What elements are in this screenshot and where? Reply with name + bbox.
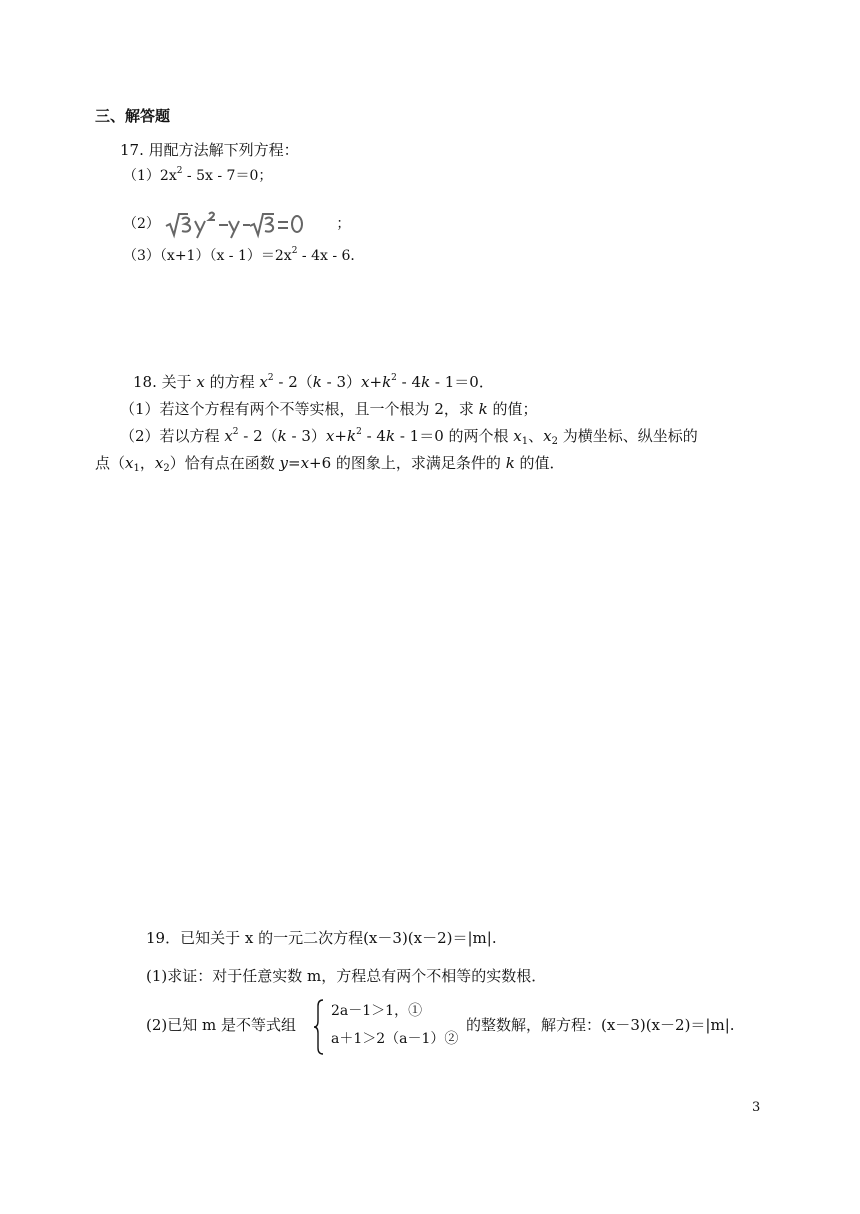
left-brace-icon (313, 998, 325, 1056)
q17-part2-label: （2） (123, 216, 160, 232)
q19-part1: (1)求证：对于任意实数 m，方程总有两个不相等的实数根． (146, 967, 547, 985)
inequality-row-2: a＋1＞2（a－1）② (331, 1031, 459, 1047)
q17-stem: 17. 用配方法解下列方程： (120, 141, 299, 159)
section-title: 三、解答题 (95, 107, 171, 125)
q18-part2-line1: （2）若以方程 $x^2 - 2(k - 3)x+k^2 - 4k - 1=0$ 的两个根 $x_1$、$x_2$ 为横坐标、纵坐标的 (120, 427, 698, 447)
page-number: 3 (752, 1100, 761, 1115)
q18-stem: 18. 关于 x 的方程 $x^2 - 2(k - 3)x+k^2 - 4k - 1=0$． (133, 373, 494, 391)
q17-part3: $(3)(x+1)(x - 1)=2x^2 - 4x - 6$． (123, 246, 365, 264)
inequality-system (313, 998, 473, 1056)
q17-part1-label: （1） (123, 168, 160, 184)
q18-part2-line2: 点（$x_1$，$x_2$）恰有点在函数 y=x+6 的图象上，求满足条件的 k 的值． (95, 454, 565, 474)
inequality-row-1: 2a－1＞1，① (331, 1003, 423, 1019)
q17-part1: $(1)2x^2 - 5x - 7=0$； (123, 166, 273, 184)
q17-part3-label: （3） (123, 248, 160, 264)
q17-part2: （2） ； (123, 208, 350, 240)
q19-stem: 19．已知关于 x 的一元二次方程(x－3)(x－2)＝|m|. (146, 929, 497, 947)
q19-part2-prefix: (2)已知 m 是不等式组 (146, 1016, 297, 1034)
q18-part1: （1）若这个方程有两个不等实根，且一个根为 2，求 k 的值； (120, 400, 538, 418)
q17-part2-equation-image (164, 208, 336, 240)
q19-part2-suffix: 的整数解，解方程：(x－3)(x－2)＝|m|. (466, 1016, 735, 1034)
